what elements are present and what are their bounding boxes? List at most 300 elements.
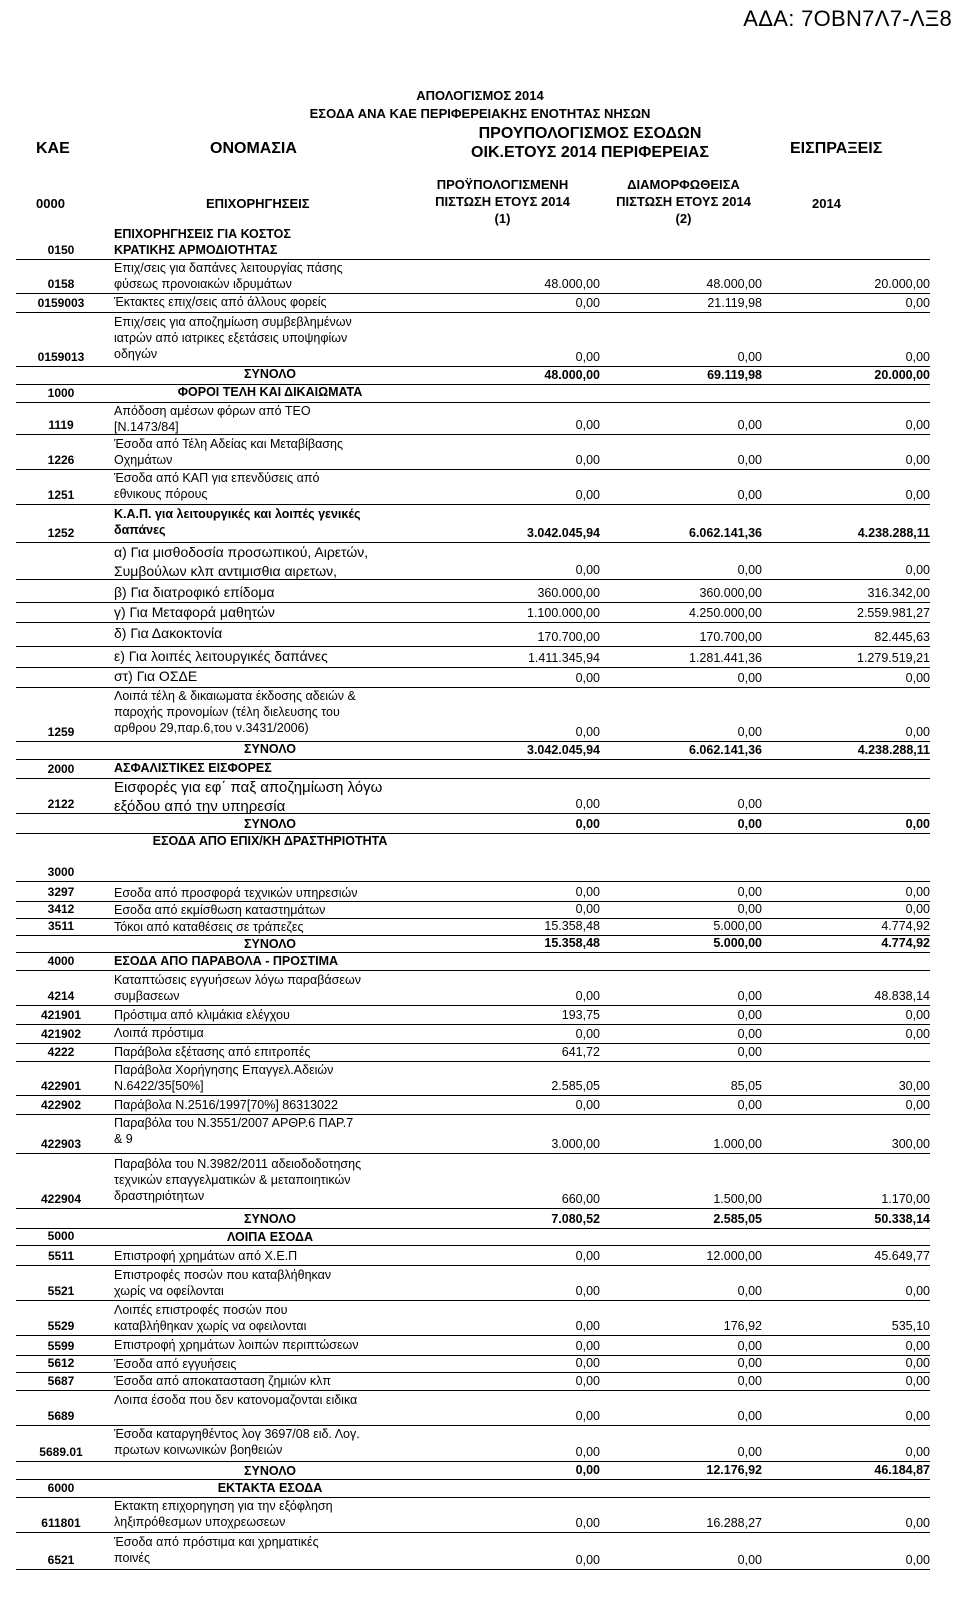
final-credit-value: 0,00 [737,885,762,899]
final-credit-value: 0,00 [737,1553,762,1567]
budgeted-value: 0,00 [575,1553,600,1567]
row-label-line: δραστηριότητων [114,1189,205,1203]
kae-code: 422904 [40,1192,82,1206]
table-row [16,226,930,258]
kae-code: 1251 [47,488,75,502]
budgeted-value: 15.358,48 [544,919,600,933]
row-label-line: Επιστροφή χρημάτων από Χ.Ε.Π [114,1249,298,1263]
final-credit-value: 0,00 [737,418,762,432]
row-label-line: Έσοδα καταργηθέντος λογ 3697/08 ειδ. Λογ. [114,1427,360,1441]
table-row [16,972,930,1004]
budgeted-value: 15.358,48 [544,936,600,950]
row-label-line: Οχημάτων [114,453,173,467]
final-credit-value: 360.000,00 [699,586,762,600]
row-label [114,403,426,435]
table-row [16,1337,930,1354]
row-label-line: Έκτακτες επιχ/σεις από άλλους φορείς [114,295,327,309]
row-label-line: ΕΚΤΑΚΤΑ ΕΣΟΔΑ [217,1481,323,1495]
row-label-line: ΣΥΝΟΛΟ [244,742,296,756]
final-credit-value: 0,00 [737,563,762,577]
final-credit-value: 0,00 [737,1098,762,1112]
kae-code: 421901 [40,1008,82,1022]
row-label-line: ΕΣΟΔΑ ΑΠΟ ΠΑΡΑΒΟΛΑ - ΠΡΟΣΤΙΜΑ [114,954,339,968]
row-label-line: εξόδου από την υπηρεσία [114,798,286,815]
row-label-line: Λοιπά τέλη & δικαιωματα έκδοσης αδειών & [114,689,356,703]
budgeted-value: 3.042.045,94 [527,743,600,757]
row-label-line: Ν.6422/35[50%] [114,1079,204,1093]
row-label-line: Εσοδα από προσφορά τεχνικών υπηρεσιών [114,886,358,900]
table-row [16,1267,930,1299]
final-credit-value: 0,00 [737,350,762,364]
row-label-line: ληξιπρόθεσμων υποχρεωσεων [114,1515,286,1529]
kae-code: 6000 [47,1481,75,1495]
row-label-line: ΕΣΟΔΑ ΑΠΟ ΕΠΙΧ/ΚΗ ΔΡΑΣΤΗΡΙΟΤΗΤΑ [152,834,388,848]
row-separator [16,813,930,814]
receipts-value: 0,00 [905,1098,930,1112]
receipts-value: 0,00 [905,1374,930,1388]
budgeted-value: 0,00 [575,1098,600,1112]
row-label [114,260,426,292]
budgeted-value: 0,00 [575,989,600,1003]
row-label [114,1373,426,1389]
budgeted-value: 3.000,00 [551,1137,600,1151]
receipts-value: 20.000,00 [874,277,930,291]
kae-code: 3297 [47,885,75,899]
receipts-value: 1.279.519,21 [857,651,930,665]
kae-code: 422901 [40,1079,82,1093]
row-label-line: τεχνικών επαγγελματικών & μεταποιητικών [114,1173,351,1187]
kae-code: 611801 [41,1516,81,1530]
row-label-line: Επιχ/σεις για δαπάνες λειτουργίας πάσης [114,261,343,275]
row-separator [16,1005,930,1006]
table-row [16,314,930,365]
receipts-value: 0,00 [905,418,930,432]
table-row [16,1498,930,1531]
table-row [16,543,930,578]
table-row [16,647,930,666]
final-credit-value: 85,05 [730,1079,762,1093]
row-label [114,1302,426,1334]
kae-code: 1252 [47,526,75,540]
row-label [114,647,426,666]
row-separator [16,312,930,313]
final-credit-value: 48.000,00 [706,277,762,291]
row-label [114,1267,426,1299]
row-label-line: Επιστροφές ποσών που καταβλήθηκαν [114,1268,332,1282]
table-row [16,1007,930,1023]
row-label-line: Έσοδα από αποκατασταση ζημιών κλπ [114,1374,332,1388]
table-row [16,260,930,292]
row-label-line: ΑΣΦΑΛΙΣΤΙΚΕΣ ΕΙΣΦΟΡΕΣ [114,761,272,775]
row-label-line: ΣΥΝΟΛΟ [244,1464,296,1478]
row-label [114,953,426,969]
row-label [114,833,426,849]
table-row [16,384,930,401]
receipts-value: 20.000,00 [874,368,930,382]
budgeted-value: 170.700,00 [537,630,600,644]
row-label [114,624,426,643]
final-credit-value: 6.062.141,36 [689,526,762,540]
row-label-line: Τόκοι από καταθέσεις σε τράπεζες [114,920,304,934]
budgeted-value: 0,00 [575,1445,600,1459]
table-row [16,436,930,468]
kae-code: 2000 [47,762,75,776]
table-row [16,1062,930,1094]
table-row [16,667,930,686]
row-separator [16,579,930,580]
final-credit-value: 0,00 [737,453,762,467]
receipts-value: 0,00 [905,902,930,916]
document-subtitle: ΕΣΟΔΑ ΑΝΑ ΚΑΕ ΠΕΡΙΦΕΡΕΙΑΚΗΣ ΕΝΟΤΗΤΑΣ ΝΗΣΩΝ [309,106,651,121]
total-row [16,936,930,951]
kae-code: 2122 [47,797,75,811]
row-label [114,543,426,581]
row-label-line: Απόδοση αμέσων φόρων από ΤΕΟ [114,404,311,418]
row-separator [16,1300,930,1301]
row-label-line: Κ.Α.Π. για λειτουργικές και λοιπές γενικές [114,507,361,521]
row-separator [16,504,930,505]
table-row [16,1229,930,1244]
row-label-line: Παράβολα εξέτασης από επιτροπές [114,1045,311,1059]
kae-code: 5689.01 [39,1445,83,1459]
kae-code: 3412 [47,902,75,916]
budgeted-value: 0,00 [575,725,600,739]
kae-code: 6521 [47,1553,75,1567]
table-row [16,953,930,969]
final-credit-value: 0,00 [737,797,762,811]
table-row [16,1392,930,1424]
table-row [16,1356,930,1371]
final-credit-value: 1.281.441,36 [689,651,762,665]
row-label-line: ε) Για λοιπές λειτουργικές δαπάνες [114,648,328,664]
final-credit-value: 21.119,98 [707,296,762,310]
row-label [114,384,426,400]
row-label-line: Έσοδα από Τέλη Αδείας και Μεταβίβασης [114,437,343,451]
budgeted-value: 0,00 [575,1463,600,1477]
row-separator [16,1245,930,1246]
budgeted-value: 360.000,00 [537,586,600,600]
budgeted-value: 0,00 [575,1319,600,1333]
final-credit-value: 0,00 [737,1445,762,1459]
kae-code: 1259 [47,725,75,739]
row-label-line: πρωτων κοινωνικών βοηθειών [114,1443,283,1457]
kae-code: 5687 [47,1374,75,1388]
row-label [114,314,426,362]
header-budget-line2: ΟΙΚ.ΕΤΟΥΣ 2014 ΠΕΡΙΦΕΡΕΙΑΣ [471,144,709,161]
receipts-value: 0,00 [905,1008,930,1022]
kae-code: 5511 [47,1249,75,1263]
kae-code: 0159013 [37,350,85,364]
header-col1-line3: (1) [494,211,511,226]
row-label-line: ΣΥΝΟΛΟ [244,1212,296,1226]
row-label-line: Επιστροφή χρημάτων λοιπών περιπτώσεων [114,1338,359,1352]
row-label-line: Καταπτώσεις εγγυήσεων λόγω παραβάσεων [114,973,361,987]
final-credit-value: 0,00 [737,817,762,831]
header-income: ΕΙΣΠΡΑΞΕΙΣ [790,140,883,157]
receipts-value: 48.838,14 [874,989,930,1003]
kae-code: 5521 [47,1284,75,1298]
row-label-line: χωρίς να οφείλονται [114,1284,224,1298]
receipts-value: 0,00 [905,1445,930,1459]
row-label-line: δαπάνες [114,523,166,537]
row-label-line: Εσοδα από εκμίσθωση καταστημάτων [114,903,326,917]
budgeted-value: 3.042.045,94 [527,526,600,540]
row-label-line: ΣΥΝΟΛΟ [244,817,296,831]
header-col2-line3: (2) [675,211,692,226]
header-col2-line1: ΔΙΑΜΟΡΦΩΘΕΙΣΑ [627,177,740,192]
row-label-line: στ) Για ΟΣΔΕ [114,668,198,684]
total-row [16,1463,930,1478]
row-label [114,919,426,935]
row-label-line: Έσοδα από πρόστιμα και χρηματικές [114,1535,319,1549]
receipts-value: 0,00 [905,885,930,899]
row-label-line: Εκτακτη επιχορηγηση για την εξόφληση [114,1499,333,1513]
total-row [16,741,930,758]
row-separator [16,1265,930,1266]
ada-code: ΑΔΑ: 7ΟΒΝ7Λ7-ΛΞ8 [743,6,952,31]
final-credit-value: 12.000,00 [706,1249,762,1263]
budgeted-value: 0,00 [575,1516,600,1530]
budgeted-value: 193,75 [561,1008,600,1022]
row-label-line: παροχής προνομίων (τέλη διελευσης του [114,705,340,719]
receipts-value: 4.774,92 [881,936,930,950]
budgeted-value: 0,00 [575,1339,600,1353]
row-label [114,1392,426,1424]
header-kae: ΚΑΕ [36,140,70,157]
final-credit-value: 0,00 [737,1008,762,1022]
row-label-line: [Ν.1473/84] [114,420,179,434]
kae-code: 422903 [40,1137,82,1151]
row-label-line: ιατρών από ιατρικες εξετάσεις υποψηφίων [114,331,348,345]
receipts-value: 0,00 [905,1284,930,1298]
row-separator [16,970,930,971]
row-separator [16,622,930,623]
receipts-value: 2.559.981,27 [857,606,930,620]
row-label [114,583,426,602]
budgeted-value: 0,00 [575,296,600,310]
row-label-line: Επιχ/σεις για αποζημίωση συμβεβλημένων [114,315,352,329]
budgeted-value: 1.411.345,94 [527,651,600,665]
final-credit-value: 0,00 [737,1045,762,1059]
receipts-value: 0,00 [905,817,930,831]
row-label [114,506,426,538]
row-label [114,1229,426,1245]
row-label-line: γ) Για Μεταφορά μαθητών [114,604,275,620]
row-label-line: καταβλήθηκαν χωρίς να οφειλονται [114,1319,307,1333]
kae-code: 3000 [47,865,75,879]
row-separator [16,1532,930,1533]
budgeted-value: 0,00 [575,1409,600,1423]
row-label [114,972,426,1004]
budgeted-value: 0,00 [575,1356,600,1370]
row-label-line: Πρόστιμα από κλιμάκια ελέγχου [114,1008,290,1022]
row-label [114,470,426,502]
table-row [16,1302,930,1334]
row-separator [16,1569,930,1570]
row-label-line: αρθρου 29,παρ.6,του ν.3431/2006) [114,721,309,735]
table-row [16,1115,930,1152]
row-label-line: Λοιπα έσοδα που δεν κατονομαζονται ειδικα [114,1393,358,1407]
row-label-line: Συμβούλων κλπ αντιμισθια αιρετων, [114,563,338,579]
budgeted-value: 641,72 [561,1045,600,1059]
header-col2-line2: ΠΙΣΤΩΣΗ ΕΤΟΥΣ 2014 [616,194,751,209]
header-year: 2014 [812,196,841,211]
row-label-line: Παραβόλα του Ν.3551/2007 ΑΡΘΡ.6 ΠΑΡ.7 [114,1116,354,1130]
row-label-line: Παράβολα Χορήγησης Επαγγελ.Αδειών [114,1063,334,1077]
row-label [114,294,426,310]
final-credit-value: 170.700,00 [699,630,762,644]
receipts-value: 45.649,77 [874,1249,930,1263]
budgeted-value: 0,00 [575,671,600,685]
row-label [114,1337,426,1353]
receipts-value: 0,00 [905,1356,930,1370]
receipts-value: 535,10 [891,1319,930,1333]
kae-code: 5689 [47,1409,75,1423]
row-separator [16,881,930,882]
final-credit-value: 1.500,00 [713,1192,762,1206]
row-label [114,688,426,736]
budgeted-value: 0,00 [575,1284,600,1298]
row-label [114,1007,426,1023]
table-row [16,403,930,433]
budgeted-value: 0,00 [575,563,600,577]
row-separator [16,1390,930,1391]
kae-code: 1119 [48,418,74,432]
final-credit-value: 16.288,27 [706,1516,762,1530]
final-credit-value: 0,00 [737,671,762,685]
row-label [114,1115,426,1147]
table-row [16,470,930,503]
receipts-value: 0,00 [905,1516,930,1530]
row-label [114,1426,426,1458]
kae-code: 1226 [47,453,75,467]
final-credit-value: 5.000,00 [713,936,762,950]
table-row [16,603,930,621]
table-row [16,1025,930,1042]
receipts-value: 4.238.288,11 [857,526,930,540]
row-label-line: Έσοδα από ΚΑΠ για επενδύσεις από [114,471,320,485]
row-label [114,1211,426,1227]
total-row [16,366,930,383]
final-credit-value: 0,00 [737,1374,762,1388]
row-label [114,436,426,468]
row-label-line: ΣΥΝΟΛΟ [244,367,296,381]
document-title: ΑΠΟΛΟΓΙΣΜΟΣ 2014 [416,88,544,103]
header-epixorigiseis: ΕΠΙΧΟΡΗΓΗΣΕΙΣ [206,196,310,211]
row-label [114,1044,426,1060]
row-label [114,741,426,757]
row-label-line: ΕΠΙΧΟΡΗΓΗΣΕΙΣ ΓΙΑ ΚΟΣΤΟΣ [114,227,291,241]
receipts-value: 0,00 [905,725,930,739]
header-col1-line2: ΠΙΣΤΩΣΗ ΕΤΟΥΣ 2014 [435,194,570,209]
row-label-line: α) Για μισθοδοσία προσωπικού, Αιρετών, [114,544,369,560]
kae-code: 0159003 [37,296,85,310]
final-credit-value: 0,00 [737,1356,762,1370]
header-code-0000: 0000 [36,196,65,211]
row-separator [16,1095,930,1096]
kae-code: 422902 [40,1098,82,1112]
budgeted-value: 2.585,05 [551,1079,600,1093]
final-credit-value: 5.000,00 [713,919,762,933]
header-budget-line1: ΠΡΟΥΠΟΛΟΓΙΣΜΟΣ ΕΣΟΔΩΝ [478,125,702,142]
row-label [114,1025,426,1041]
final-credit-value: 0,00 [737,1027,762,1041]
row-separator [16,1208,930,1209]
final-credit-value: 0,00 [737,725,762,739]
budgeted-value: 660,00 [561,1192,600,1206]
row-label-line: φύσεως προνοιακών ιδρυμάτων [114,277,292,291]
final-credit-value: 69.119,98 [707,368,762,382]
receipts-value: 316.342,00 [867,586,930,600]
receipts-value: 300,00 [891,1137,930,1151]
row-label [114,760,426,776]
table-row [16,624,930,645]
receipts-value: 1.170,00 [881,1192,930,1206]
row-label-line [114,1408,426,1424]
receipts-value: 0,00 [905,296,930,310]
final-credit-value: 0,00 [737,1339,762,1353]
row-label [114,1062,426,1094]
kae-code: 4222 [47,1045,75,1059]
row-label [114,1356,426,1372]
row-label [114,936,426,952]
total-row [16,816,930,832]
budgeted-value: 0,00 [575,1027,600,1041]
row-label [114,603,426,622]
header-col1-line1: ΠΡΟΫΠΟΛΟΓΙΣΜΕΝΗ [436,177,569,192]
table-row [16,902,930,917]
final-credit-value: 1.000,00 [713,1137,762,1151]
budgeted-value: 0,00 [575,902,600,916]
receipts-value: 4.238.288,11 [857,743,930,757]
header-onomasia: ΟΝΟΜΑΣΙΑ [210,140,297,157]
row-label [114,366,426,382]
budgeted-value: 0,00 [575,1249,600,1263]
final-credit-value: 0,00 [737,1409,762,1423]
row-label-line: ΣΥΝΟΛΟ [244,937,296,951]
receipts-value: 0,00 [905,1027,930,1041]
table-row [16,919,930,934]
receipts-value: 4.774,92 [881,919,930,933]
receipts-value: 0,00 [905,488,930,502]
row-label [114,1248,426,1264]
row-label [114,816,426,832]
row-label-line: Λοιπά πρόστιμα [114,1026,204,1040]
row-label-line: β) Για διατροφικό επίδομα [114,584,275,600]
kae-code: 5000 [47,1229,75,1243]
budgeted-value: 0,00 [575,350,600,364]
receipts-value: 0,00 [905,1409,930,1423]
row-separator [16,434,930,435]
row-label-line: ΛΟΙΠΑ ΕΣΟΔΑ [227,1230,313,1244]
row-label-line: Παράβολα Ν.2516/1997[70%] 86313022 [114,1098,338,1112]
row-label-line: εθνικους πόρους [114,487,208,501]
final-credit-value: 2.585,05 [713,1212,762,1226]
final-credit-value: 0,00 [737,488,762,502]
final-credit-value: 0,00 [737,902,762,916]
final-credit-value: 6.062.141,36 [689,743,762,757]
table-row [16,294,930,311]
receipts-value: 50.338,14 [874,1212,930,1226]
row-label [114,1097,426,1113]
row-label [114,1156,426,1204]
table-row [16,1248,930,1264]
table-row [16,1534,930,1568]
row-label-line: δ) Για Δακοκτονία [114,625,223,641]
final-credit-value: 0,00 [737,1284,762,1298]
row-label [114,1480,426,1496]
budgeted-value: 7.080,52 [551,1212,600,1226]
